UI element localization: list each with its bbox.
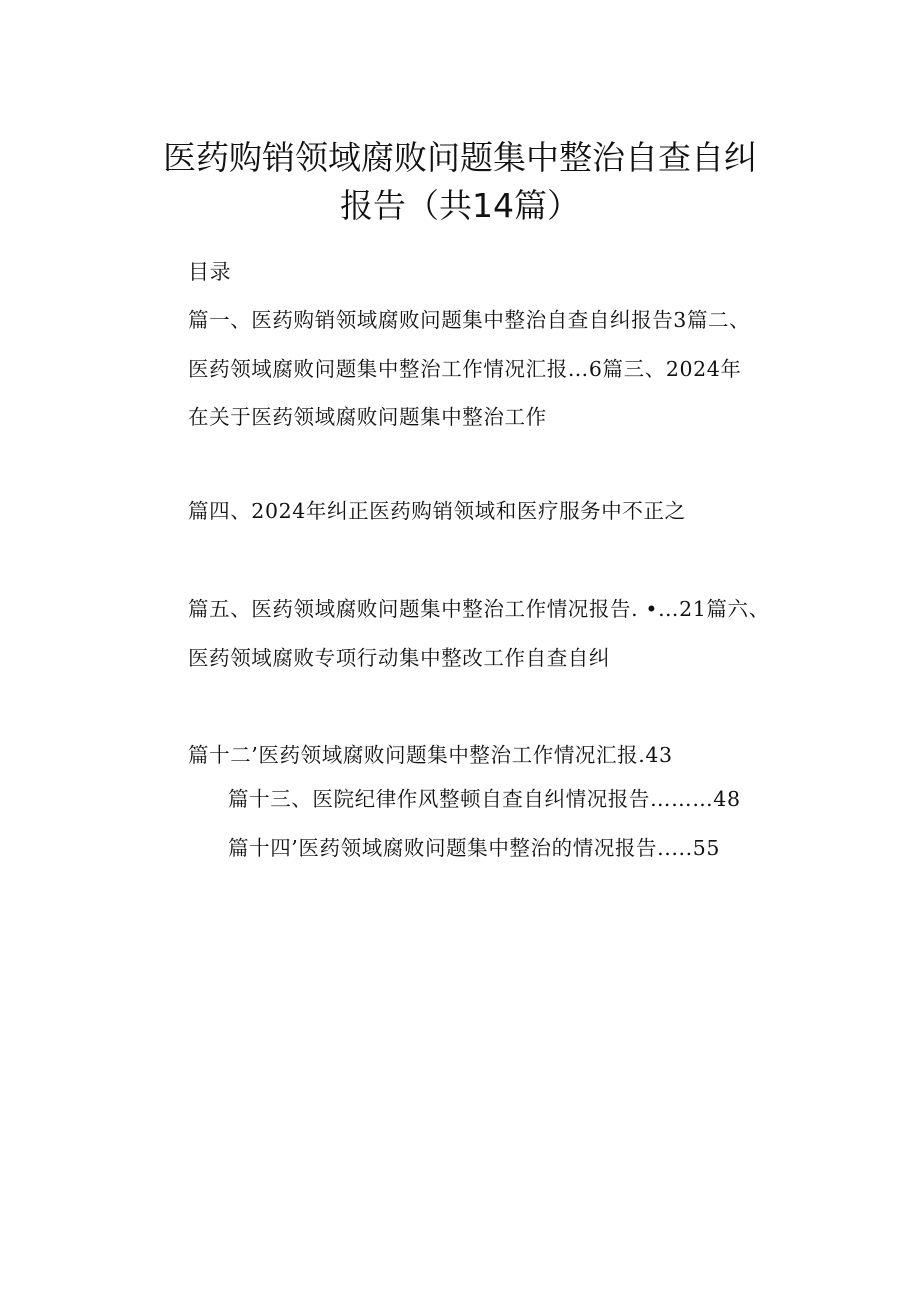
toc-line: 篇四、2024年纠正医药购销领域和医疗服务中不正之 (188, 499, 686, 523)
toc-heading: 目录 (188, 260, 232, 284)
document-title-line-2: 报告（共14篇） (340, 186, 580, 225)
toc-line: 篇五、医药领域腐败问题集中整治工作情况报告. •…21篇六、 (188, 597, 770, 621)
toc-line: 篇十三、医院纪律作风整顿自查自纠情况报告………48 (228, 787, 741, 811)
toc-line: 篇一、医药购销领域腐败问题集中整治自查自纠报告3篇二、 (188, 308, 751, 332)
toc-line: 篇十二’医药领域腐败问题集中整治工作情况汇报.43 (188, 743, 673, 767)
toc-line: 医药领域腐败问题集中整治工作情况汇报…6篇三、2024年 (188, 357, 742, 381)
document-title-line-1: 医药购销领域腐败问题集中整治自查自纠 (163, 138, 757, 177)
toc-line: 医药领域腐败专项行动集中整改工作自查自纠 (188, 646, 610, 670)
toc-line: 在关于医药领域腐败问题集中整治工作 (188, 405, 547, 429)
toc-line: 篇十四’医药领域腐败问题集中整治的情况报告.....55 (228, 836, 720, 860)
